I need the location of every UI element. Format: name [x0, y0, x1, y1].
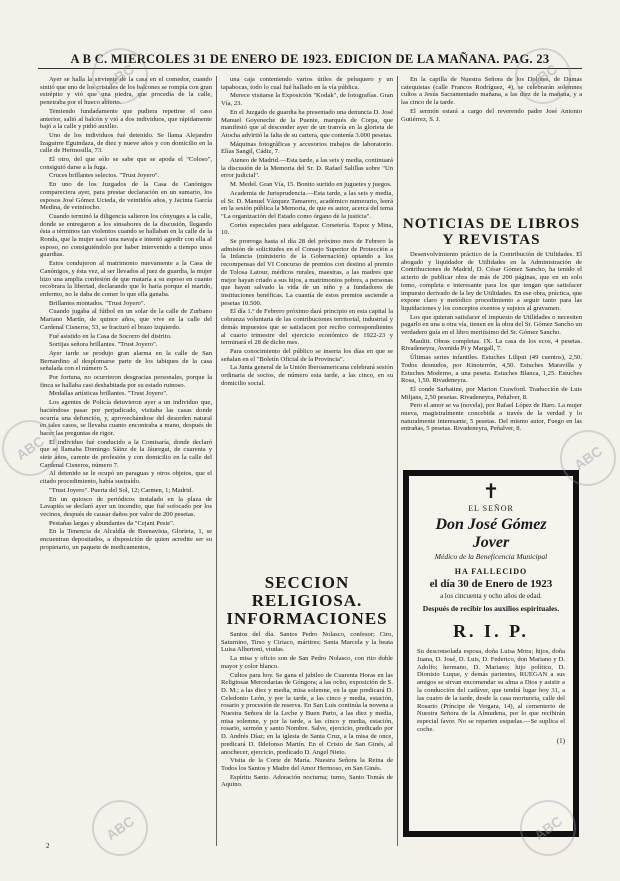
paragraph: Ateneo de Madrid.—Esta tarde, a las seis y media, continuará la discusión de la Memoria del Sr. D. Rafael Salillas sobre "Un error judicial".	[221, 157, 393, 180]
paragraph: Para conocimiento del público se inserta los días en que se señalan en el "Boletín Oficial de la Provincia".	[221, 347, 393, 363]
abc-watermark: ABC	[81, 789, 159, 867]
religion-title: SECCION RELIGIOSA. INFORMACIONES	[226, 573, 388, 628]
paragraph: El día 1.º de Febrero próximo dará principio en esta capital la cobranza voluntaria de las contribuciones territorial, industrial y demás impuestos que se satisfacen por recibo correspondientes al cuarto trimestre del ejercicio económico de 1922-23 y terminará el 28 de dicho mes.	[221, 308, 393, 347]
paragraph: Merece visitarse la Exposición "Kodak", de fotografías. Gran Vía, 23.	[221, 92, 393, 108]
paragraph: Ayer se halla la sirviente de la casa en el comedor, cuando sintió que uno de los cristales de los balcones se rompía con gran estrépito y vió que una piedra, que procedía de la calle, penetraba por el hueco abierto.	[40, 76, 212, 107]
paragraph: Temiendo fundadamente que pudiera repetirse el caso anterior, salió al balcón y vió a dos individuos, que rápidamente bajó a la calle y pidió auxilio.	[40, 107, 212, 131]
paragraph: Santos del día. Santos Pedro Nolasco, confesor; Ciro, Saturnino, Tirso y Ciriaco, mártires; Santa Marcela y la beata Luisa Albertoni, viudas.	[221, 631, 393, 654]
abc-watermark: ABC	[81, 37, 159, 115]
paragraph: En uno de los Juzgados de la Casa de Canónigos compareciera ayer, para prestar declaración en un sumario, los esposos José Gómez Ucieda, de veintidós años, y Jacinta García Medina, de veintiocho.	[40, 181, 212, 212]
column-divider	[397, 76, 398, 846]
paragraph: En un quiosco de periódicos instalado en la plaza de Lavapiés se declaró ayer un incendio, que fué sofocado por los vecinos, después de causar daños por valor de 200 pesetas.	[40, 495, 212, 518]
paragraph: Cuando terminó la diligencia salieron los cónyuges a la calle, donde se entregaron a los sinsabores de la discusión, llegando ésta a términos tan violentos cuando se hallaban en la calle de la Ronda, que la mujer sacó una navaja e intentó agredir con ella al esposo, no consiguiéndolo por haber intervenido a tiempo unos guardias.	[40, 212, 212, 259]
books-section	[401, 216, 582, 478]
paragraph: Sortijas señora brillantes. "Trust Joyero".	[49, 341, 158, 349]
paragraph: Los agentes de Policía detuvieron ayer a un individuo que, haciéndose pasar por perjudicado, visitaba las casas donde ocurría una defunción, y, aprovechándose del desorden natural en tales casos, se llevaba cuanto encontraba a mano, después de hacer las preguntas de rigor.	[40, 399, 212, 437]
paragraph: El otro, del que sólo se sabe que se apoda el "Coloso", consiguió darse a la fuga.	[40, 156, 212, 171]
abc-watermark: ABC	[0, 409, 69, 487]
paragraph: La Junta general de la Unión Iberoamericana celebrará sesión ordinaria de socios, de número esta tarde, a las cinco, en su domicilio social.	[221, 364, 393, 387]
page-mark: 2	[46, 842, 50, 850]
obituary-text: Su desconsolada esposa, doña Luisa Mora; hijos, doña Juana, D. José, D. Luis, D. Federico, don Mariano y D. Adolfo; hermano, D. Mariano; hijo político, D. Dionisio Luque, y demás parientes, RUEGAN a sus amigos se sirvan encomendar su alma a Dios y asistir a la conducción del cadáver, que tendrá lugar hoy 31, a las cuatro de la tarde, desde la casa mortuoria, calle del Rosario (Príncipe de Vergara, 14), al cementerio de Nuestra Señora de la Almudena, por lo que recibirán especial favor. No se reparten esquelas.—Se suplica el coche.	[417, 648, 565, 733]
column-divider	[216, 76, 217, 846]
paragraph: Al detenido se le ocupó un paraguas y otros objetos, que el citado procedimiento, había sustraído.	[40, 470, 212, 486]
paragraph: El individuo fué conducido a la Comisaría, donde declaró que se llamaba Domingo Sáinz de la Jáuregui, de cuarenta y siete años, carente de profesión y con domicilio en la calle del Cardenal Cisneros, número 7.	[40, 438, 212, 469]
paragraph: Pero el amor se va (novela), por Rafael López de Haro. La mujer nueva, magistralmente concebida a través de la verdad y lo naturalmente interesante, 5 pesetas. Del mismo autor, Fuego en las entrañas, 5 pesetas. Rivadeneyra, Peñalver, 8.	[401, 402, 582, 433]
paragraph: En el Juzgado de guardia ha presentado una denuncia D. José Manuel Goyeneche de la Puente, marqués de Corpa, que manifestó que al descender ayer de un tranvía en la glorieta de Atocha advirtió la falta de su cartera, que contenía 3.000 pesetas.	[221, 108, 393, 139]
paragraph: El conde Sarhatine, por Marion Crawford. Traducción de Luis Miljans, 2,50 pesetas. Rivadeneyra, Peñalver, 8.	[401, 385, 582, 401]
paragraph: M. Medel. Gran Vía, 15. Bonito surtido en juguetes y juegos.	[230, 181, 392, 189]
paragraph: En la Tenencia de Alcaldía de Buenavista, Glorieta, 1, se encuentran depositados, a disposición de quien acredite ser su propietario, un paquete de medicamentos,	[40, 528, 212, 551]
paragraph: Ayer tarde se produjo gran alarma en la calle de San Bernardino al desplomarse parte de los tabiques de la casa señalada con el número 5.	[40, 349, 212, 373]
obituary-notice	[403, 470, 579, 837]
paragraph: La misa y oficio son de San Pedro Nolasco, con rito doble mayor y color blanco.	[221, 655, 393, 670]
paragraph: Brillantes montados. "Trust Joyero".	[49, 299, 146, 307]
paragraph: una caja conteniendo varios útiles de peluquero y un tapabocas, todo lo cual fué hallado en la vía pública.	[221, 76, 393, 91]
abc-watermark: ABC	[509, 789, 587, 867]
obituary-sacraments: Después de recibir los auxilios espirituales.	[422, 604, 560, 613]
obituary-label: EL SEÑOR	[468, 504, 514, 513]
obituary-date: el día 30 de Enero de 1923	[429, 578, 553, 590]
paragraph: Medallas artísticas brillantes. "Trust Joyero".	[49, 390, 168, 398]
paragraph: En la capilla de Nuestra Señora de los Dolores, de Damas catequistas (calle Francos Rodríguez, 4), se celebrarán solemnes cultos a Jesús Sacramentado mañana, a las diez de la mañana, y a las cinco de la tarde.	[401, 76, 582, 107]
paragraph: Desenvolvimiento práctico de la Contribución de Utilidades. El abogado y liquidador de Utilidades en la Administración de Contribuciones de Madrid, D. César Gómez Sancho, ha tenido el acierto de publicar obra de más de 200 páginas, que en un solo tomo, completa e interesante para los que tengan que satisfacer impuesto derivado de la ley de Utilidades. En ese obra, práctica, que expone claro y metódico procedimiento a seguir tanto para las liquidaciones y los conceptos exentos y sujetos al gravamen.	[401, 251, 582, 312]
paragraph: Fué asistido en la Casa de Socorro del distrito.	[49, 332, 172, 340]
obituary-rip: R. I. P.	[453, 621, 529, 641]
books-title: NOTICIAS DE LIBROS Y REVISTAS	[402, 216, 581, 248]
paragraph: Máquinas fotográficas y accesorios trabajos de laboratorio. Elías Sangil, Cádiz, 7.	[221, 140, 393, 156]
obituary-died: HA FALLECIDO	[454, 567, 528, 576]
paragraph: Cuando jugaba al fútbol en un solar de la calle de Zurbano Mariano Martín, de quince años, que vive en la calle del Cardenal Cisneros, 53, se fracturó el brazo izquierdo.	[40, 308, 212, 331]
paragraph: Cortes especiales para adelgazar. Corsetería. Espoz y Mina, 10.	[221, 221, 393, 237]
page-header: A B C. MIERCOLES 31 DE ENERO DE 1923. EDICION DE LA MAÑANA. PAG. 23	[70, 52, 550, 66]
obituary-age: a los cincuenta y ocho años de edad.	[440, 592, 542, 600]
paragraph: Espíritu Santo. Adoración nocturna; turno, Santo Tomás de Aquino.	[221, 773, 393, 789]
obituary-role: Médico de la Beneficencia Municipal	[434, 552, 548, 561]
obituary-number: (1)	[556, 736, 565, 745]
paragraph: Pestañas largas y abundantes da "Cejani Pesie".	[49, 519, 175, 527]
column-1	[40, 76, 212, 846]
paragraph: Uno de los individuos fué detenido. Se llama Alejandro Izaguirre Eguindaza, de diez y nueve años y con domicilio en la calle de Hermosilla, 73.	[40, 131, 212, 155]
paragraph: Los que quieran satisfacer el impuesto de Utilidades o necesiten pagarlo en una u otra vía, tienen en la obra del Sr. Gómez Sancho un verdadero guía en el libro meritísimo del Sr. Gómez Sancho.	[401, 313, 582, 337]
cross-icon: ✝	[482, 481, 500, 503]
paragraph: Por fortuna, no ocurrieron desgracias personales, porque la finca se hallaba casi deshabitada por su estado ruinoso.	[40, 374, 212, 389]
books-body	[401, 251, 582, 481]
paragraph: "Trust Joyero". Puerta del Sol, 12; Carmen, 1; Madrid.	[49, 486, 193, 494]
paragraph: Estos condujeron al matrimonio nuevamente a la Casa de Canónigos, y ésta vez, al ser llevados al juez de guardia, la mujer hizo una amplia confesión de que mataría a su esposo en cuanto recobrara la libertad, declarando que lo haría porque el marido, enfermo, no le daba de comer lo que ella ganaba.	[40, 260, 212, 298]
paragraph: Últimas series infantiles. Estuches Liliput (49 cuentos), 2,50. Todos desnudos, por Kinoterrón, 4,50. Estuches Maravilla y Estuches Moderno, a una peseta. Estuches Blanca, 1,25. Estuches Rosa, 1,50. Rivadeneyra.	[401, 354, 582, 385]
paragraph: Cruces brillantes selectos. "Trust Joyero".	[49, 172, 160, 180]
abc-watermark: ABC	[549, 419, 620, 497]
paragraph: Se prorroga hasta el día 28 del próximo mes de Febrero la admisión de solicitudes en el Consejo Superior de Protección a la Infancia (ministerio de la Gobernación) optando a los recompensas del VI Concurso de premios con destino al premio de Tolosa Latour, médicos rurales, maestras, a las madres que mejor hayan criado a sus hijos, a matrimonios pobres, a personas que hayan salvado la vida de un niño y a fundadores de instituciones benéficas. La cuantía de estos premios asciende a pesetas 10.500.	[221, 238, 393, 307]
religion-section	[221, 574, 393, 881]
abc-watermark: ABC	[504, 37, 582, 115]
paragraph: Academia de Jurisprudencia.—Esta tarde, a las seis y media, el Sr. D. Manuel Vázquez Tamarero, académico numerario, leerá en la sesión pública la Memoria, de que es autor, acerca del tema "La organización del Estado como órgano de la justicia".	[221, 189, 393, 220]
obituary-name: Don José Gómez Jover	[435, 516, 547, 551]
paragraph: Cultos para hoy. Se gana el jubileo de Cuarenta Horas en las Religiosas Mercedarias de Góngora; a las ocho, exposición de S. D. M.; a las diez y media, misa solemne, en la que predicará D. Celedonio León, y por la tarde, a las cinco y media, estación, rosario y procesión de reserva. En San Luis continúa la novena a Nuestra Señora de la Leche y Buen Parto, a las diez y media, misa solemne, y por la tarde, a las cinco y media, estación, rosario, sermón y santo Nombre. Salve, ejercicio, predicado por D. Andrés Díaz; en la iglesia de Santa Cruz, a la misa de once, predicará D. Ildefonso Martín. En el Cristo de San Ginés, al anochecer, ejercicio, predicado D. Angel Nieto.	[221, 671, 393, 756]
paragraph: Maulitt. Obras completas. IX. La casa de los ecos, 4 pesetas. Rivadeneyra, Avenida Pi y Margall, 7.	[401, 337, 582, 353]
paragraph: El sermón estará a cargo del reverendo padre José Antonio Gutiérrez, S. J.	[401, 107, 582, 123]
religion-body	[221, 631, 393, 881]
paragraph: Visita de la Corte de María. Nuestra Señora la Reina de Todos los Santos y Madre del Amor Hermoso, en San Ginés.	[221, 757, 393, 772]
